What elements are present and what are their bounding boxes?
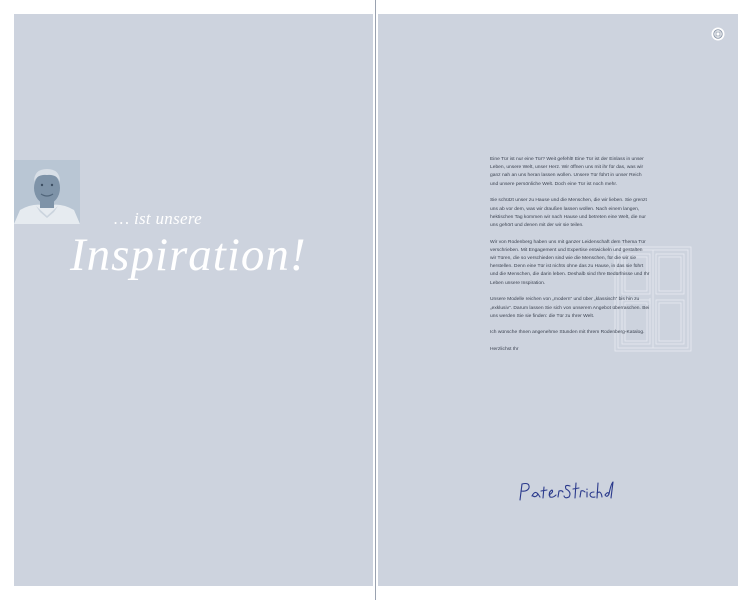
portrait-photo — [14, 160, 80, 224]
left-page — [14, 14, 373, 586]
letter-paragraph: Unsere Modelle reichen von „modern“ und über „klassisch“ bis hin zu „exklusiv“. Darum lassen Sie sich von unserem Angebot überraschen. Bei uns werden Sie sie finden: die Tür zu Ihrer Welt. — [490, 297, 650, 319]
headline-title: Inspiration! — [70, 229, 307, 281]
letter-closing: Herzlichst Ihr — [490, 347, 519, 353]
handwritten-signature — [516, 478, 616, 506]
letter-paragraph: Sie schützt unser zu Hause und die Menschen, die wir lieben. Sie grenzt uns ab vor dem, was wir draußen lassen wollen. Nach einem langen, hektischen Tag kommen wir nach Hause und betreten eine Welt, die nur uns gehört und denen mit der wir sie teilen. — [490, 198, 647, 228]
letter-paragraph: Ich wünsche Ihnen angenehme Stunden mit Ihrem Rodenberg-Katalog. — [490, 330, 645, 336]
letter-paragraph: Eine Tür ist nur eine Tür? Weit gefehlt! Eine Tür ist der Einlass in unser Leben, unsere Welt, unser Herz. Wir öffnen uns mit ihr für das, was wir ganz nah an uns heran lassen wollen. Unsere Tür führt in unser Reich und unsere persönliche Welt. Doch eine Tür ist noch mehr. — [490, 157, 644, 187]
page-gutter — [375, 0, 376, 600]
letter-body — [490, 156, 650, 363]
right-page — [378, 14, 738, 586]
headline-tagline: … ist unsere — [114, 209, 202, 228]
letter-paragraph: Wir von Rodenberg haben uns mit ganzer Leidenschaft dem Thema Tür verschrieben. Mit Engagement und Expertise entwickeln und gestalten wir Türen, die so verschieden sind wie die Menschen, für die wir sie herstellen. Denn eine Tür ist nichts ohne das zu Hause, in das sie führt und die Menschen, die darin leben. Deshalb sind Ihre Bedürfnisse und Ihr Leben unsere Inspiration. — [490, 239, 650, 286]
brand-logo-icon — [710, 26, 726, 42]
